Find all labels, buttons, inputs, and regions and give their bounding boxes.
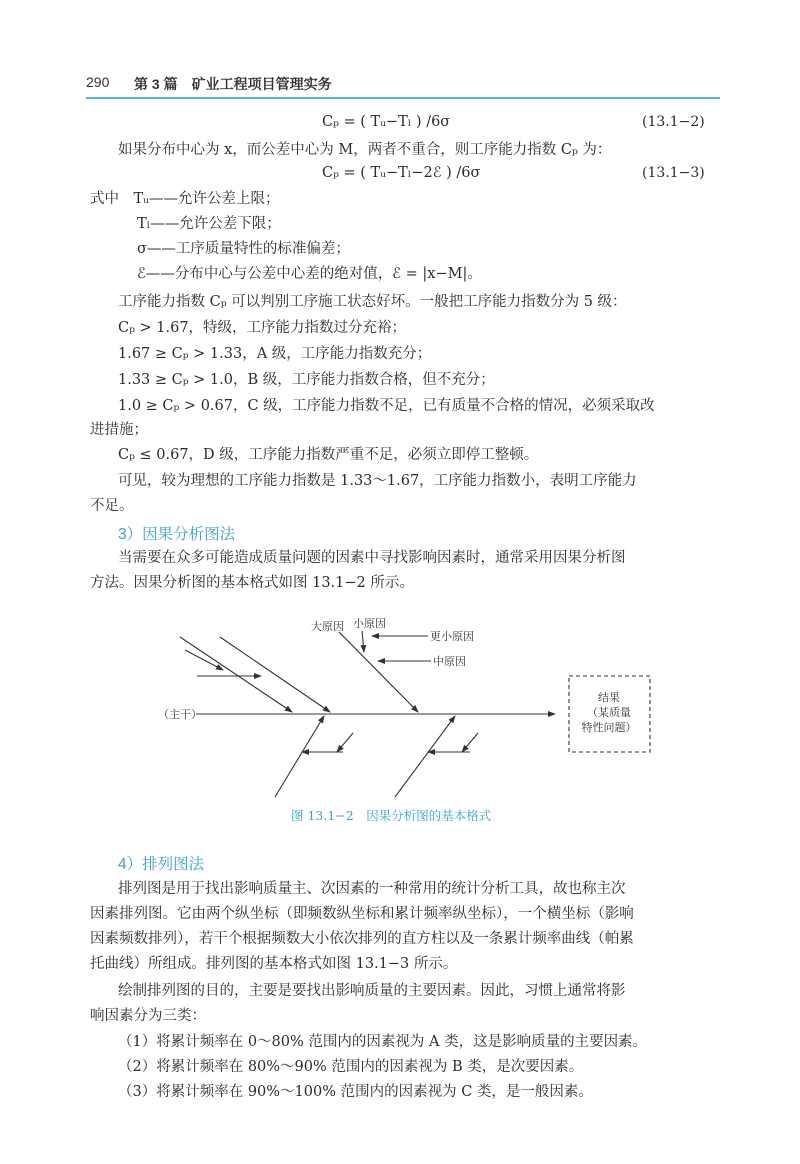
list-item-a: （1）将累计频率在 0～80% 范围内的因素视为 A 类，这是影响质量的主要因素。 [118, 1034, 648, 1050]
formula-13-1-3: Cₚ = ( Tᵤ−Tₗ−2ℰ ) /6σ [322, 165, 481, 181]
definition-sigma: σ——工序质量特性的标准偏差； [137, 241, 350, 257]
paragraph-line: 排列图是用于找出影响质量主、次因素的一种常用的统计分析工具，故也称主次 [118, 881, 626, 897]
definition-tl: Tₗ——允许公差下限； [137, 216, 281, 232]
paragraph-line: 绘制排列图的目的，主要是要找出影响质量的主要因素。因此，习惯上通常将影 [118, 983, 626, 999]
small-cause-arrow [362, 631, 364, 652]
definition-tu: 式中 Tᵤ——允许公差上限； [90, 191, 280, 207]
lower-cause-2 [395, 716, 455, 797]
definition-epsilon: ℰ——分布中心与公差中心差的绝对值，ℰ = |x−M|。 [137, 266, 482, 282]
page-header [86, 70, 726, 94]
result-label-3: 特性问题） [581, 721, 637, 734]
label-trunk: （主干） [158, 708, 202, 721]
fishbone-diagram [0, 600, 800, 840]
figure-caption: 图 13.1−2 因果分析图的基本格式 [291, 808, 492, 823]
grade-c-cont: 进措施； [90, 422, 148, 438]
paragraph-line: 方法。因果分析图的基本格式如图 13.1−2 所示。 [90, 575, 414, 591]
paragraph-line: 不足。 [90, 498, 134, 514]
paragraph-line: 如果分布中心为 x，而公差中心为 M，两者不重合，则工序能力指数 Cₚ 为： [118, 142, 612, 158]
result-label-2: （某质量 [587, 706, 631, 719]
paragraph-line: 托曲线）所组成。排列图的基本格式如图 13.1−3 所示。 [90, 956, 458, 972]
label-smaller-cause: 更小原因 [430, 630, 474, 643]
list-item-c: （3）将累计频率在 90%～100% 范围内的因素视为 C 类，是一般因素。 [118, 1084, 593, 1100]
grade-c: 1.0 ≥ Cₚ > 0.67，C 级，工序能力指数不足，已有质量不合格的情况，必须采取改 [118, 398, 655, 414]
paragraph-line: 工序能力指数 Cₚ 可以判别工序施工状态好坏。一般把工序能力指数分为 5 级： [118, 294, 627, 310]
grade-d: Cₚ ≤ 0.67，D 级，工序能力指数严重不足，必须立即停工整顿。 [118, 447, 539, 463]
paragraph-line: 响因素分为三类： [90, 1008, 206, 1024]
label-small-cause: 小原因 [353, 617, 386, 630]
page-number: 290 [86, 74, 110, 90]
upper-cause-3 [339, 632, 418, 712]
header-rule [86, 97, 720, 99]
formula-number-13-1-2: (13.1−2) [642, 114, 705, 130]
result-label-1: 结果 [598, 691, 620, 704]
formula-13-1-2: Cₚ = ( Tᵤ−Tₗ ) /6σ [322, 114, 451, 130]
grade-special: Cₚ > 1.67，特级，工序能力指数过分充裕； [118, 320, 407, 336]
grade-b: 1.33 ≥ Cₚ > 1.0，B 级，工序能力指数合格，但不充分； [118, 372, 495, 388]
formula-number-13-1-3: (13.1−3) [642, 165, 705, 181]
paragraph-line: 当需要在众多可能造成质量问题的因素中寻找影响因素时，通常采用因果分析图 [118, 550, 626, 566]
paragraph-line: 因素排列图。它由两个纵坐标（即频数纵坐标和累计频率纵坐标），一个横坐标（影响 [90, 906, 634, 922]
paragraph-line: 因素频数排列），若干个根据频数大小依次排列的直方柱以及一条累计频率曲线（帕累 [90, 931, 634, 947]
chapter-title: 第 3 篇 矿业工程项目管理实务 [134, 76, 332, 92]
lower-mid-cause-4 [462, 733, 478, 752]
section-heading-3: 3）因果分析图法 [118, 526, 236, 543]
section-heading-4: 4）排列图法 [118, 856, 205, 873]
list-item-b: （2）将累计频率在 80%～90% 范围内的因素视为 B 类，是次要因素。 [118, 1059, 584, 1075]
label-middle-cause: 中原因 [433, 655, 466, 668]
lower-mid-cause-2 [337, 733, 353, 752]
lower-cause-1 [275, 716, 324, 797]
label-big-cause: 大原因 [311, 620, 344, 633]
grade-a: 1.67 ≥ Cₚ > 1.33，A 级，工序能力指数充分； [118, 346, 432, 362]
paragraph-line: 可见，较为理想的工序能力指数是 1.33～1.67，工序能力指数小，表明工序能力 [118, 473, 637, 489]
